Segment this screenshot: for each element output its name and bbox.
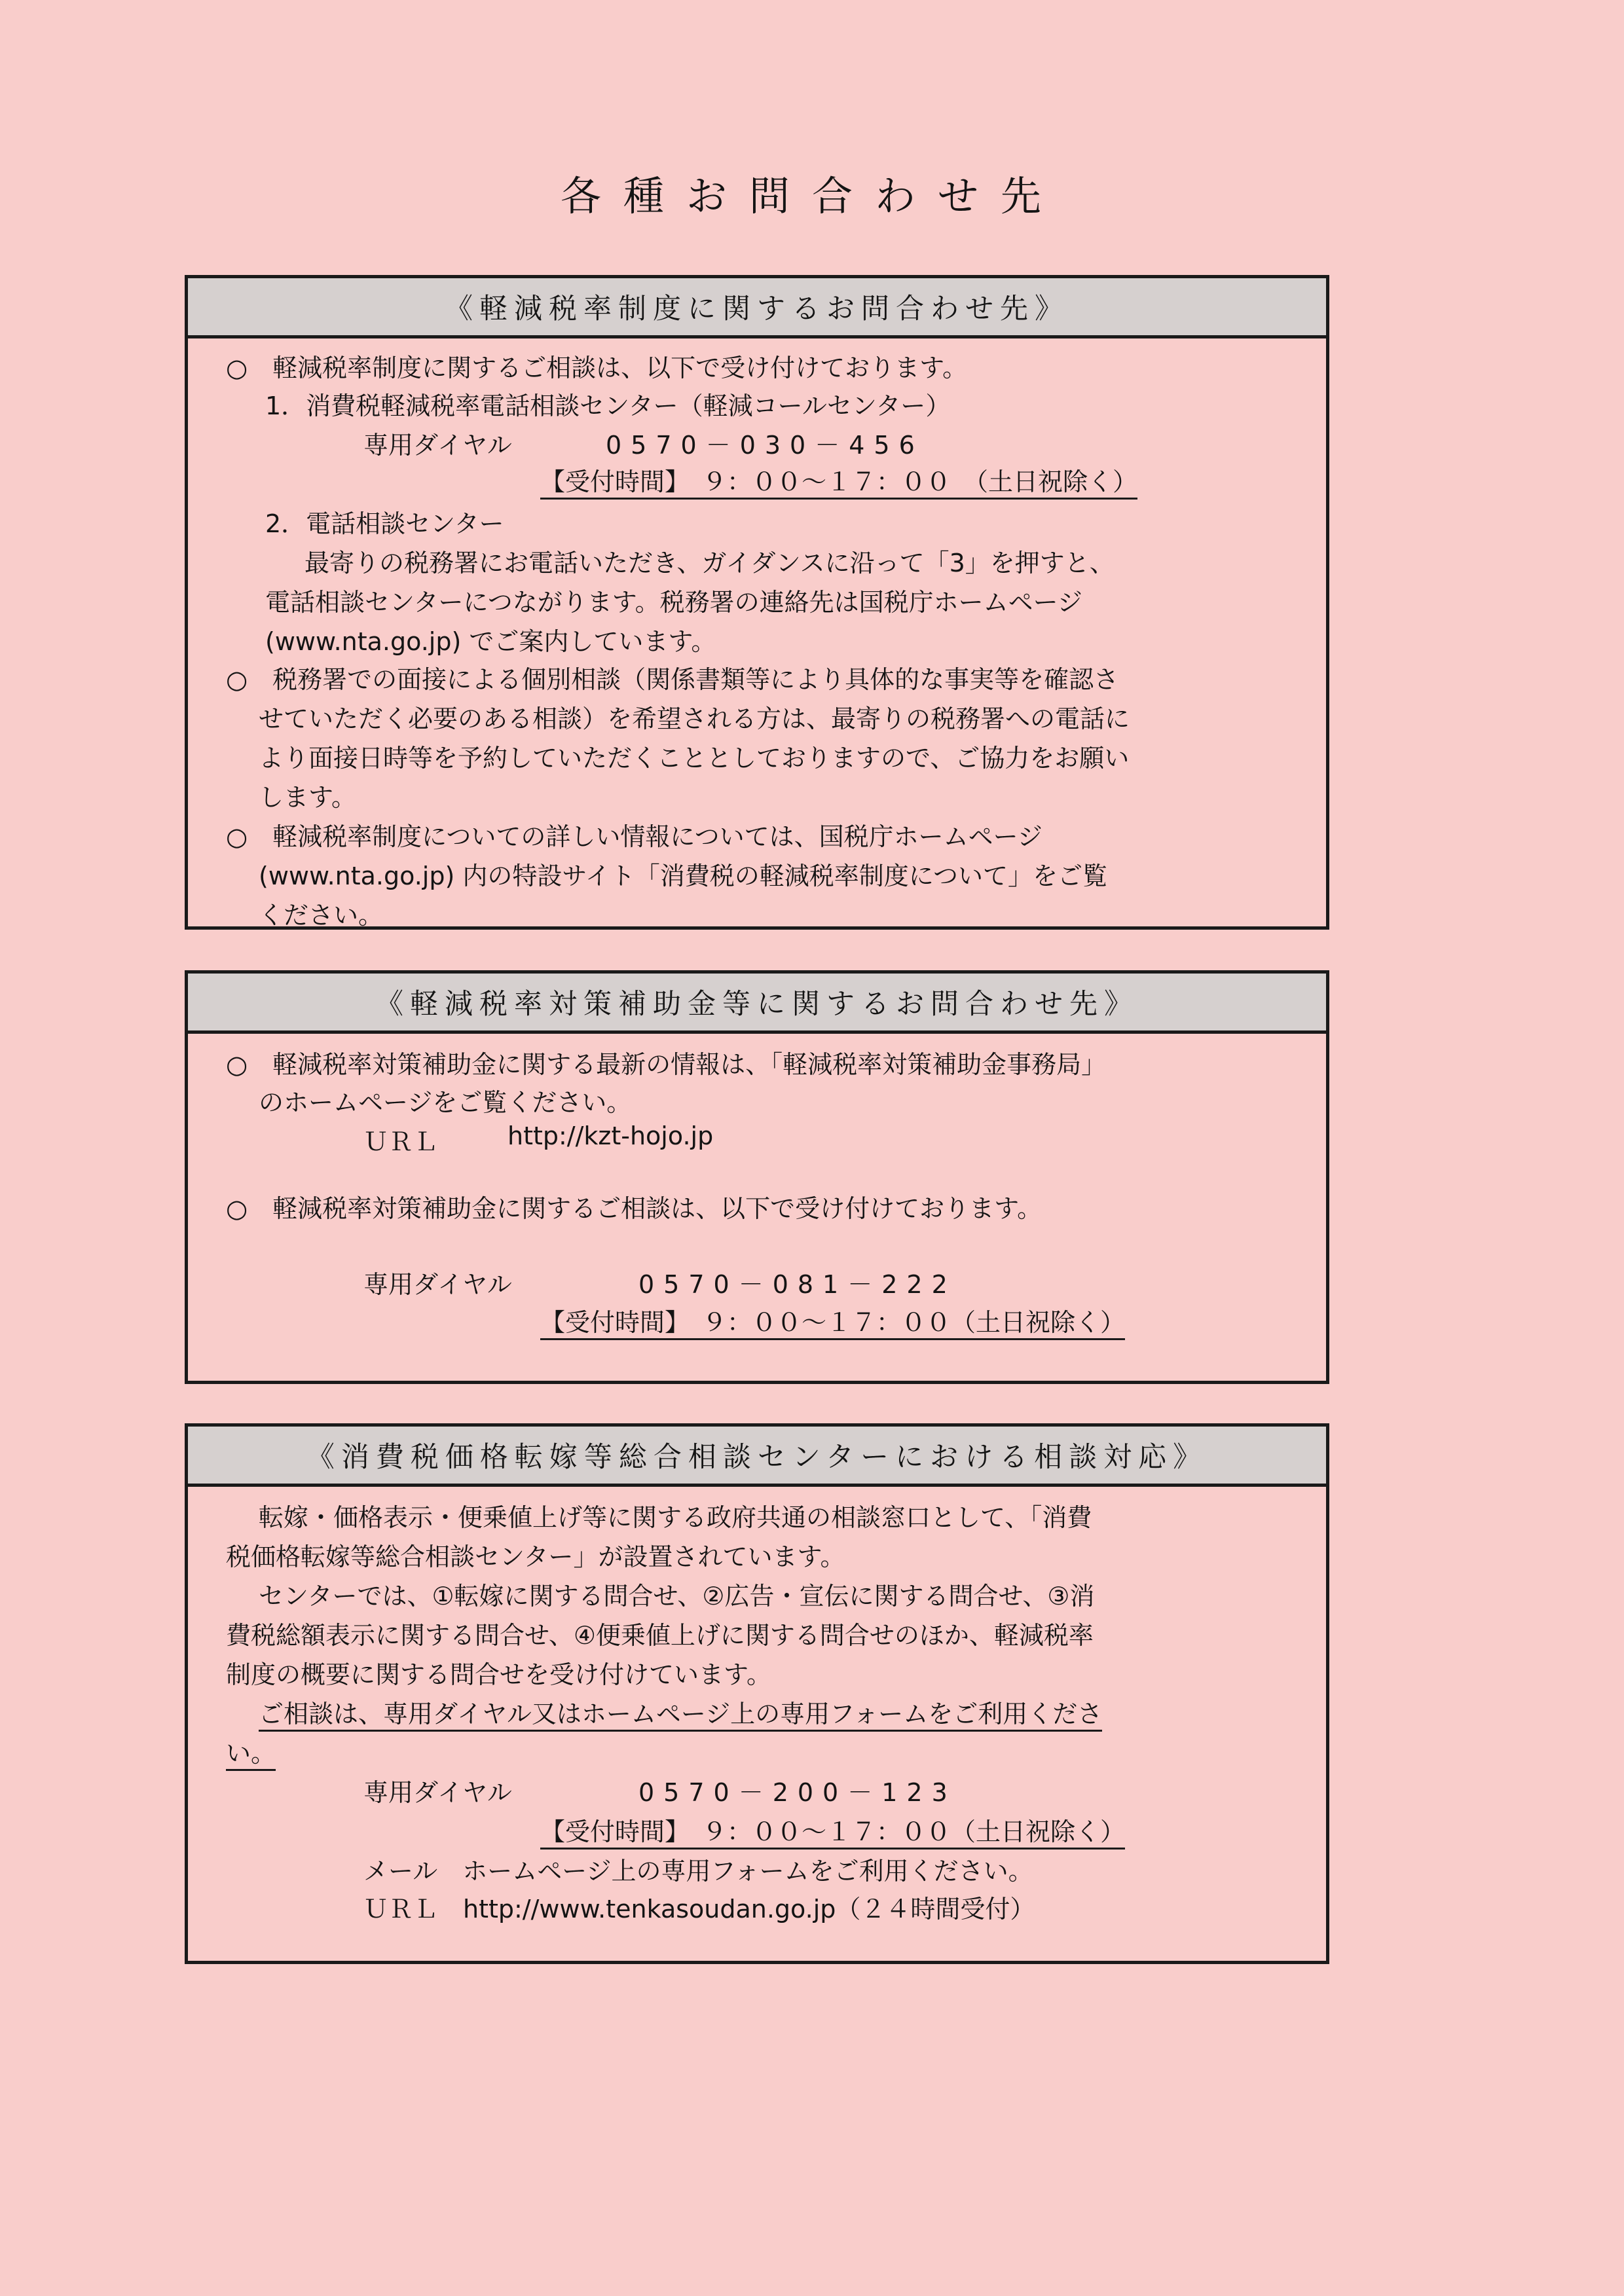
page-title: 各種お問合わせ先 (560, 172, 1063, 220)
dial-label: 専用ダイヤル (363, 431, 512, 460)
text-line: センターでは、①転嫁に関する問合せ、②広告・宣伝に関する問合せ、③消 (259, 1582, 1095, 1611)
dial-label: 専用ダイヤル (363, 1270, 512, 1299)
url-link[interactable]: http://kzt-hojo.jp (507, 1121, 714, 1150)
reduced-tax-rate-inquiry-box (185, 275, 1329, 930)
subsidy-inquiry-box (185, 970, 1329, 1384)
text-line: ○ 軽減税率対策補助金に関するご相談は、以下で受け付けております。 (226, 1194, 1043, 1223)
section-heading: 《軽減税率制度に関するお問合わせ先》 (188, 278, 1326, 338)
text-line: します。 (259, 783, 356, 812)
reception-hours: 【受付時間】 ９：００～１７：００（土日祝除く） (540, 1812, 1125, 1850)
price-pass-through-box (185, 1423, 1329, 1964)
text-line: 2．電話相談センター (265, 509, 504, 538)
phone-number: 0570－081－222 (638, 1270, 957, 1299)
url-line[interactable]: ＵＲＬ http://www.tenkasoudan.go.jp（２４時間受付） (363, 1895, 1035, 1923)
text-line: い。 (226, 1733, 276, 1771)
text-line: 税価格転嫁等総合相談センター」が設置されています。 (226, 1542, 845, 1571)
url-label: ＵＲＬ (363, 1127, 439, 1156)
dial-label: 専用ダイヤル (363, 1778, 512, 1807)
text-line: せていただく必要のある相談）を希望される方は、最寄りの税務署への電話に (259, 704, 1130, 733)
text-line: 費税総額表示に関する問合せ、④便乗値上げに関する問合せのほか、軽減税率 (226, 1621, 1094, 1650)
reception-hours: 【受付時間】 ９：００～１７：００（土日祝除く） (540, 1302, 1125, 1340)
phone-number: 0570－030－456 (606, 431, 924, 460)
text-line: 制度の概要に関する問合せを受け付けています。 (226, 1660, 771, 1689)
text-line: ○ 軽減税率制度に関するご相談は、以下で受け付けております。 (226, 354, 968, 382)
phone-number: 0570－200－123 (638, 1778, 957, 1807)
text-line: のホームページをご覧ください。 (259, 1088, 632, 1117)
text-line: より面接日時等を予約していただくこととしておりますので、ご協力をお願い (259, 744, 1130, 773)
text-line: ください。 (259, 901, 384, 930)
text-line: ○ 税務署での面接による個別相談（関係書類等により具体的な事実等を確認さ (226, 665, 1119, 694)
text-line: (www.nta.go.jp) 内の特設サイト「消費税の軽減税率制度について」をご覧 (259, 862, 1107, 890)
text-line: ○ 軽減税率制度についての詳しい情報については、国税庁ホームページ (226, 822, 1043, 851)
text-line: ご相談は、専用ダイヤル又はホームページ上の専用フォームをご利用くださ (259, 1694, 1102, 1732)
text-line: ○ 軽減税率対策補助金に関する最新の情報は、「軽減税率対策補助金事務局」 (226, 1050, 1107, 1079)
text-line: 1．消費税軽減税率電話相談センター（軽減コールセンター） (265, 392, 951, 420)
reception-hours: 【受付時間】 ９：００～１７：００ （土日祝除く） (540, 462, 1137, 500)
text-line: 転嫁・価格表示・便乗値上げ等に関する政府共通の相談窓口として、「消費 (259, 1503, 1092, 1532)
mail-line: メール ホームページ上の専用フォームをご利用ください。 (363, 1857, 1033, 1886)
text-line: 電話相談センターにつながります。税務署の連絡先は国税庁ホームページ (265, 588, 1082, 617)
section-heading: 《軽減税率対策補助金等に関するお問合わせ先》 (188, 974, 1326, 1034)
section-heading: 《消費税価格転嫁等総合相談センターにおける相談対応》 (188, 1427, 1326, 1487)
text-line: 最寄りの税務署にお電話いただき、ガイダンスに沿って「3」を押すと、 (304, 549, 1115, 577)
text-line: (www.nta.go.jp) でご案内しています。 (265, 627, 716, 656)
